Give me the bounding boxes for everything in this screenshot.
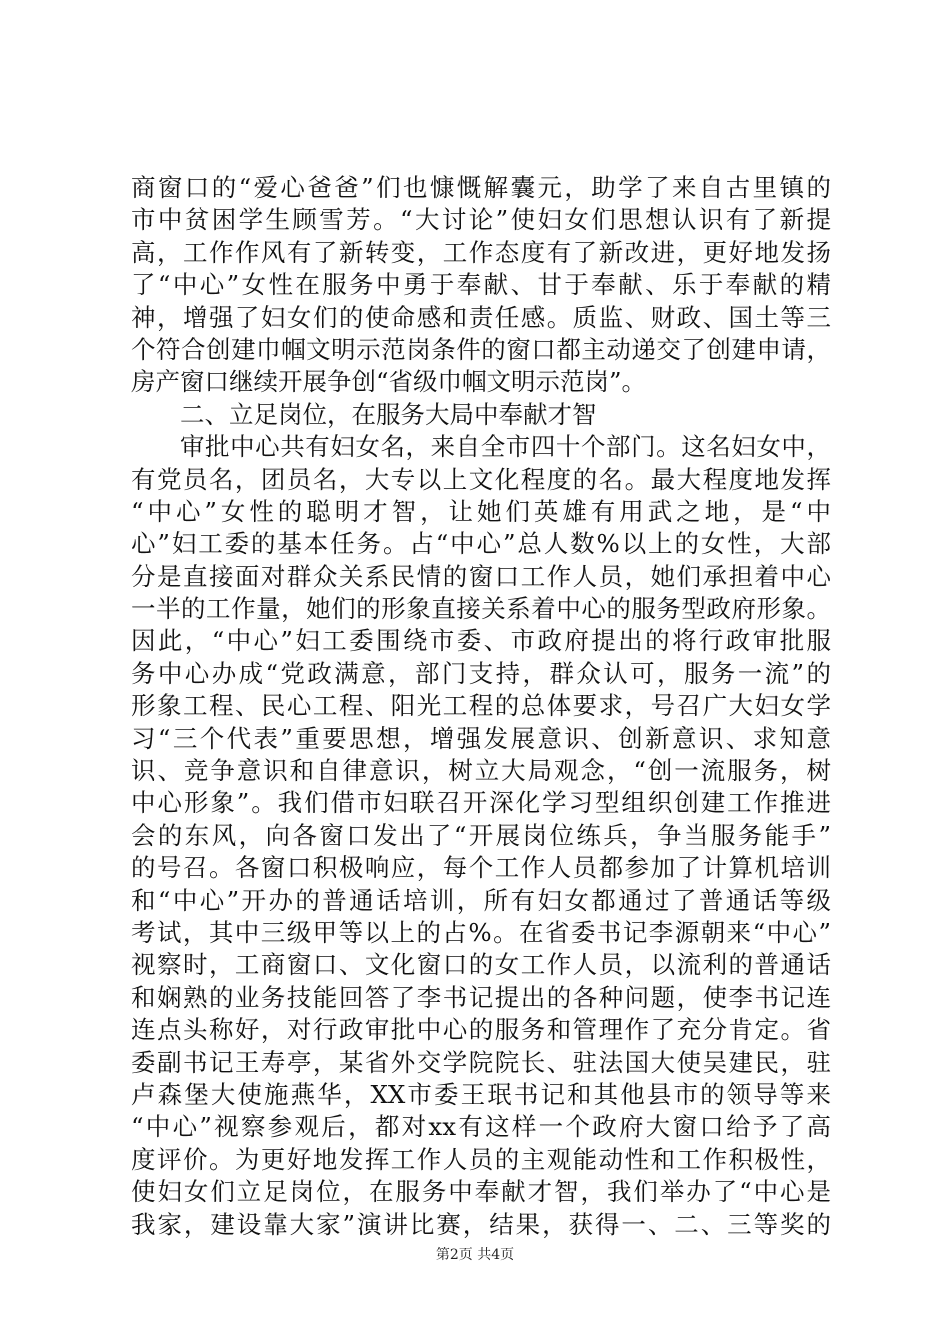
text-line: 商窗口的“爱心爸爸”们也慷慨解囊元，助学了来自古里镇的 — [131, 173, 831, 202]
text-line: 连点头称好，对行政审批中心的服务和管理作了充分肯定。省 — [131, 1015, 831, 1045]
text-line: 使妇女们立足岗位，在服务中奉献才智，我们举办了“中心是 — [131, 1177, 831, 1207]
text-line: 神，增强了妇女们的使命感和责任感。质监、财政、国土等三 — [131, 302, 831, 332]
text-line: 了“中心”女性在服务中勇于奉献、甘于奉献、乐于奉献的精 — [131, 270, 831, 300]
text-line: 形象工程、民心工程、阳光工程的总体要求，号召广大妇女学 — [131, 691, 831, 721]
text-line: 分是直接面对群众关系民情的窗口工作人员，她们承担着中心 — [131, 561, 831, 591]
text-line: 中心形象”。我们借市妇联召开深化学习型组织创建工作推进 — [131, 788, 831, 818]
text-line: 视察时，工商窗口、文化窗口的女工作人员，以流利的普通话 — [131, 950, 831, 980]
text-line: 识、竞争意识和自律意识，树立大局观念，“创一流服务，树 — [131, 756, 831, 786]
text-line: 考试，其中三级甲等以上的占%。在省委书记李源朝来“中心” — [131, 917, 831, 947]
text-line: 因此，“中心”妇工委围绕市委、市政府提出的将行政审批服 — [131, 626, 831, 656]
document-body — [131, 172, 831, 1241]
text-line: 市中贫困学生顾雪芳。“大讨论”使妇女们思想认识有了新提 — [131, 205, 831, 235]
text-line: 一半的工作量，她们的形象直接关系着中心的服务型政府形象。 — [131, 594, 831, 624]
text-line: 卢森堡大使施燕华，XX市委王珉书记和其他县市的领导等来 — [131, 1079, 831, 1109]
text-line: 度评价。为更好地发挥工作人员的主观能动性和工作积极性， — [131, 1144, 831, 1174]
text-line: 房产窗口继续开展争创“省级巾帼文明示范岗”。 — [131, 367, 647, 397]
text-line: 会的东风，向各窗口发出了“开展岗位练兵，争当服务能手” — [131, 820, 831, 850]
text-line: 和“中心”开办的普通话培训，所有妇女都通过了普通话等级 — [131, 885, 831, 915]
text-line: 和娴熟的业务技能回答了李书记提出的各种问题，使李书记连 — [131, 982, 831, 1012]
text-line: “中心”女性的聪明才智，让她们英雄有用武之地，是“中 — [131, 496, 831, 526]
text-line: 心”妇工委的基本任务。占“中心”总人数%以上的女性，大部 — [131, 529, 831, 559]
text-line: 委副书记王寿亭，某省外交学院院长、驻法国大使吴建民，驻 — [131, 1047, 831, 1077]
page-number-footer: 第2页 共4页 — [435, 1247, 515, 1263]
text-line: 务中心办成“党政满意，部门支持，群众认可，服务一流”的 — [131, 658, 831, 688]
section-heading: 二、立足岗位，在服务大局中奉献才智 — [180, 399, 597, 429]
text-line: 个符合创建巾帼文明示范岗条件的窗口都主动递交了创建申请， — [131, 334, 831, 364]
text-line: 习“三个代表”重要思想，增强发展意识、创新意识、求知意 — [131, 723, 831, 753]
text-line: 有党员名，团员名，大专以上文化程度的名。最大程度地发挥 — [131, 464, 831, 494]
text-line: 审批中心共有妇女名，来自全市四十个部门。这名妇女中， — [180, 432, 831, 462]
text-line: 的号召。各窗口积极响应，每个工作人员都参加了计算机培训 — [131, 853, 831, 883]
text-line: 我家，建设靠大家”演讲比赛，结果，获得一、二、三等奖的 — [131, 1209, 831, 1239]
text-line: “中心”视察参观后，都对xx有这样一个政府大窗口给予了高 — [131, 1112, 831, 1142]
text-line: 高，工作作风有了新转变，工作态度有了新改进，更好地发扬 — [131, 237, 831, 267]
